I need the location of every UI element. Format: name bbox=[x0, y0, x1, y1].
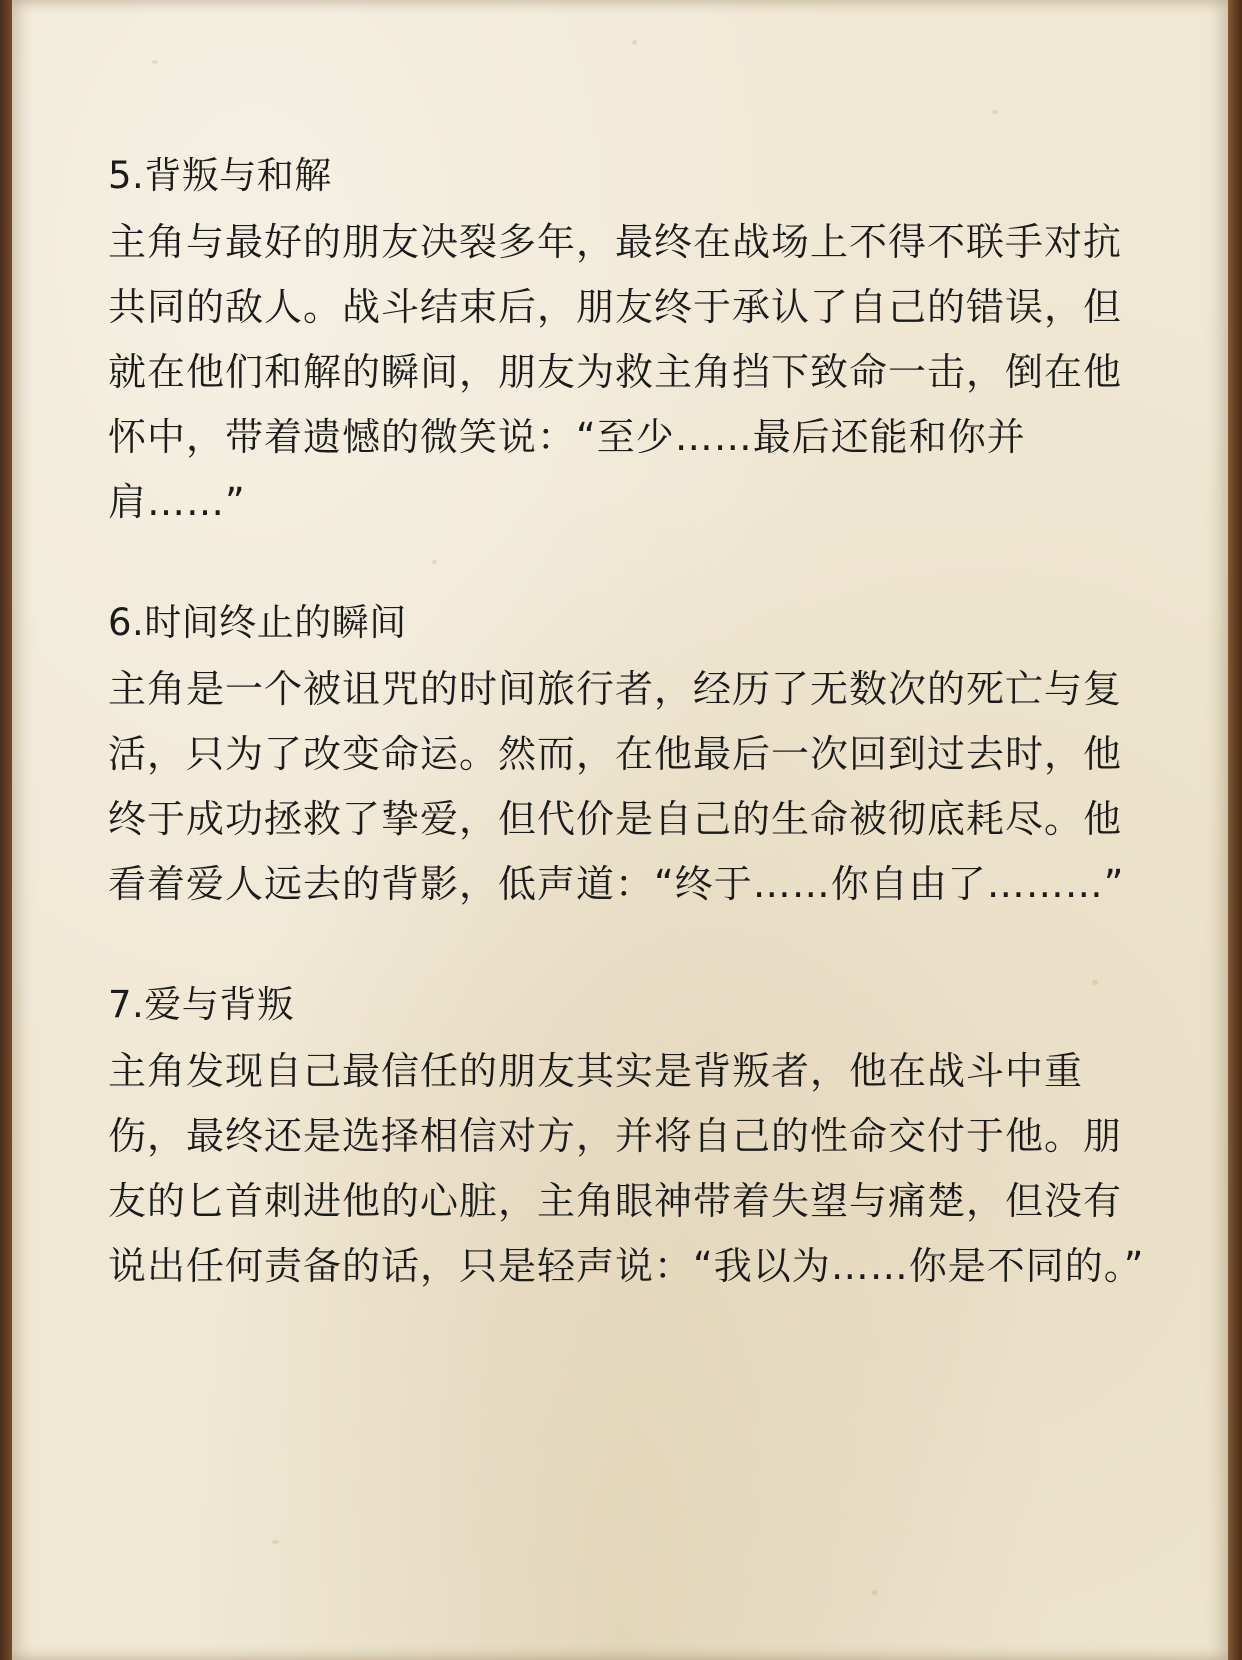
section-body: 主角是一个被诅咒的时间旅行者，经历了无数次的死亡与复活，只为了改变命运。然而，在他最后一次回到过去时，他终于成功拯救了挚爱，但代价是自己的生命被彻底耗尽。他看着爱人远去的背影，低声道：“终于……你自由了………” bbox=[108, 667, 1125, 906]
paper-speck bbox=[152, 60, 158, 64]
paper-speck bbox=[992, 110, 999, 114]
section-body: 主角发现自己最信任的朋友其实是背叛者，他在战斗中重伤，最终还是选择相信对方，并将自己的性命交付于他。朋友的匕首刺进他的心脏，主角眼神带着失望与痛楚，但没有说出任何责备的话，只是轻声说：“我以为……你是不同的。” bbox=[108, 1049, 1145, 1288]
paper-speck bbox=[272, 1540, 279, 1544]
section-title: 6.时间终止的瞬间 bbox=[108, 601, 407, 644]
article-content bbox=[108, 150, 1148, 1361]
wood-border-right bbox=[1226, 0, 1242, 1660]
section-5 bbox=[108, 150, 1148, 535]
section-title: 7.爱与背叛 bbox=[108, 983, 295, 1026]
paper-speck bbox=[632, 40, 637, 45]
paper-speck bbox=[872, 1590, 877, 1595]
paper-background bbox=[12, 0, 1228, 1660]
section-6 bbox=[108, 597, 1148, 917]
section-body: 主角与最好的朋友决裂多年，最终在战场上不得不联手对抗共同的敌人。战斗结束后，朋友终于承认了自己的错误，但就在他们和解的瞬间，朋友为救主角挡下致命一击，倒在他怀中，带着遗憾的微笑说：“至少……最后还能和你并肩……” bbox=[108, 220, 1123, 524]
section-7 bbox=[108, 979, 1148, 1299]
section-title: 5.背叛与和解 bbox=[108, 154, 332, 197]
